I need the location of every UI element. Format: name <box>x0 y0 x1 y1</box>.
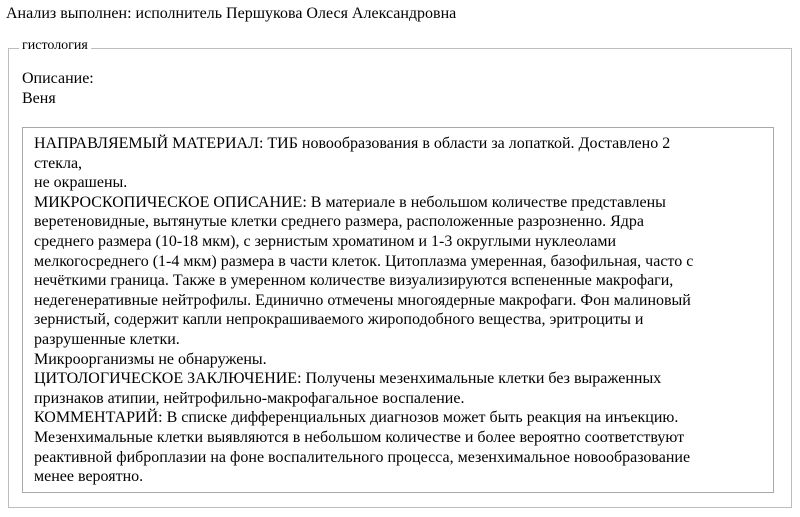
report-text-box[interactable] <box>22 127 774 493</box>
report-line: разрушенные клетки. <box>34 330 180 348</box>
performer-line: Анализ выполнен: исполнитель Першукова Олеся Александровна <box>6 5 457 22</box>
report-line: стекла, <box>34 154 83 172</box>
report-line: Микроорганизмы не обнаружены. <box>34 350 267 368</box>
report-line: МИКРОСКОПИЧЕСКОЕ ОПИСАНИЕ: В материале в небольшом количестве представлены <box>34 193 666 211</box>
report-line: КОММЕНТАРИЙ: В списке дифференциальных диагнозов может быть реакция на инъекцию. <box>34 409 679 427</box>
report-line: Мезенхимальные клетки выявляются в небольшом количестве и более вероятно соответствуют <box>34 428 685 446</box>
report-line: реактивной фиброплазии на фоне воспалительного процесса, мезенхимальное новообразование <box>34 448 691 466</box>
report-line: мелкогосреднего (1-4 мкм) размера в части клеток. Цитоплазма умеренная, базофильная, часто с <box>34 252 694 270</box>
report-line: зернистый, содержит капли непрокрашиваемого жироподобного вещества, эритроциты и <box>34 311 644 329</box>
report-line: нечёткими граница. Также в умеренном количестве визуализируются вспененные макрофаги, <box>34 272 674 290</box>
report-line: среднего размера (10-18 мкм), с зернистым хроматином и 1-3 округлыми нуклеолами <box>34 232 617 250</box>
report-line: недегенеративные нейтрофилы. Единично отмечены многоядерные макрофаги. Фон малиновый <box>34 291 691 309</box>
report-line: ЦИТОЛОГИЧЕСКОЕ ЗАКЛЮЧЕНИЕ: Получены мезенхимальные клетки без выраженных <box>34 370 662 388</box>
report-line: не окрашены. <box>34 174 128 192</box>
description-label: Описание: <box>22 70 94 87</box>
report-line: НАПРАВЛЯЕМЫЙ МАТЕРИАЛ: ТИБ новообразования в области за лопаткой. Доставлено 2 <box>34 135 671 152</box>
report-line: веретеновидные, вытянутые клетки среднего размера, расположенные разрозненно. Ядра <box>34 213 645 231</box>
description-value: Веня <box>22 90 56 107</box>
histology-fieldset <box>8 38 792 508</box>
fieldset-legend: гистология <box>19 37 91 49</box>
report-line: менее вероятно. <box>34 468 144 486</box>
report-line: признаков атипии, нейтрофильно-макрофагальное воспаление. <box>34 389 465 407</box>
